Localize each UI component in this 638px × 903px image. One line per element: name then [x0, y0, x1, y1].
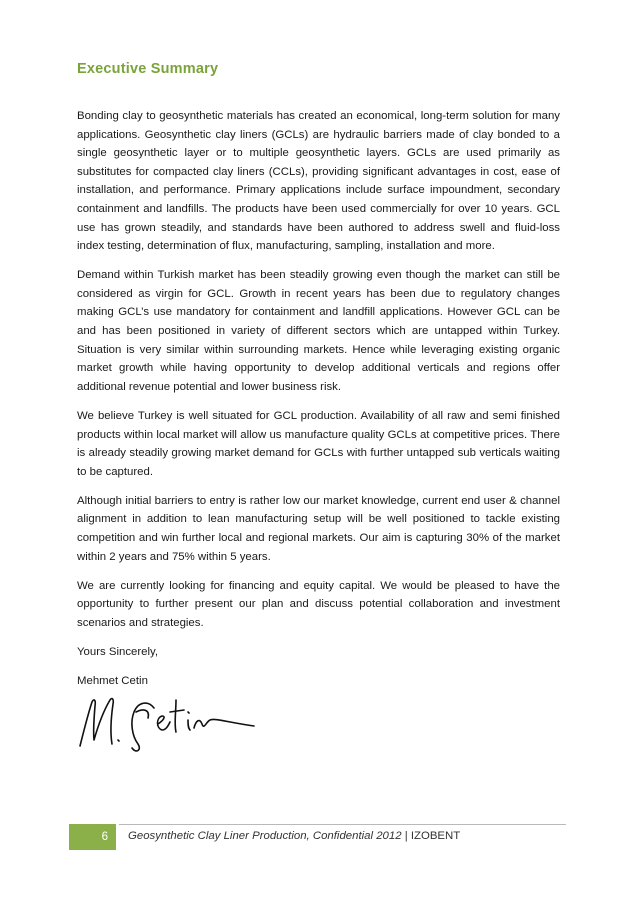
paragraph-5: We are currently looking for financing and equity capital. We would be pleased to have the opportunity to further present our plan and discuss potential collaboration and investment scenarios and strategies. — [77, 579, 560, 629]
footer-text — [128, 830, 460, 842]
body-text — [77, 107, 560, 691]
handwritten-signature — [76, 690, 256, 754]
paragraph-1: Bonding clay to geosynthetic materials has created an economical, long-term solution for many applications. Geosynthetic clay liners (GCLs) are hydraulic barriers made of clay bonded to a single geosynthetic layer or to multiple geosynthetic layers. GCLs are used primarily as substitutes for compacted clay liners (CCLs), providing significant advantages in cost, ease of installation, and performance. Primary applications include surface impoundment, secondary containment and landfills. The products have been used commercially for over 10 years. GCL use has grown steadily, and standards have been authored to address swell and fluid-loss index testing, determination of flux, manufacturing, sampling, installation and more. — [77, 110, 560, 253]
page-number: 6 — [69, 824, 116, 850]
footer-divider — [119, 824, 566, 825]
section-heading: Executive Summary — [77, 61, 219, 77]
footer-separator: | — [401, 830, 411, 842]
footer-title: Geosynthetic Clay Liner Production, Confidential 2012 — [128, 830, 402, 842]
page-footer — [69, 824, 566, 850]
paragraph-3: We believe Turkey is well situated for GCL production. Availability of all raw and semi finished products within local market will allow us manufacture quality GCLs at competitive prices. There is already steadily growing market demand for GCLs with further untapped sub verticals waiting to be captured. — [77, 409, 560, 478]
signer-name: Mehmet Cetin — [77, 675, 148, 688]
closing-salutation: Yours Sincerely, — [77, 645, 159, 658]
footer-company: IZOBENT — [410, 830, 461, 842]
paragraph-2: Demand within Turkish market has been steadily growing even though the market can still be considered as virgin for GCL. Growth in recent years has been due to regulatory changes making GCL’s use mandatory for containment and landfill applications. However GCL can be and has been positioned in variety of different sectors which are untapped within Turkey. Situation is very similar within surrounding markets. Hence while leveraging existing organic market growth while having opportunity to develop additional verticals and regions offer additional revenue potential and lower business risk. — [77, 269, 560, 393]
paragraph-4: Although initial barriers to entry is rather low our market knowledge, current end user & channel alignment in addition to lean manufacturing setup will be well positioned to tackle existing competition and win further local and regional markets. Our aim is capturing 30% of the market within 2 years and 75% within 5 years. — [77, 494, 560, 563]
